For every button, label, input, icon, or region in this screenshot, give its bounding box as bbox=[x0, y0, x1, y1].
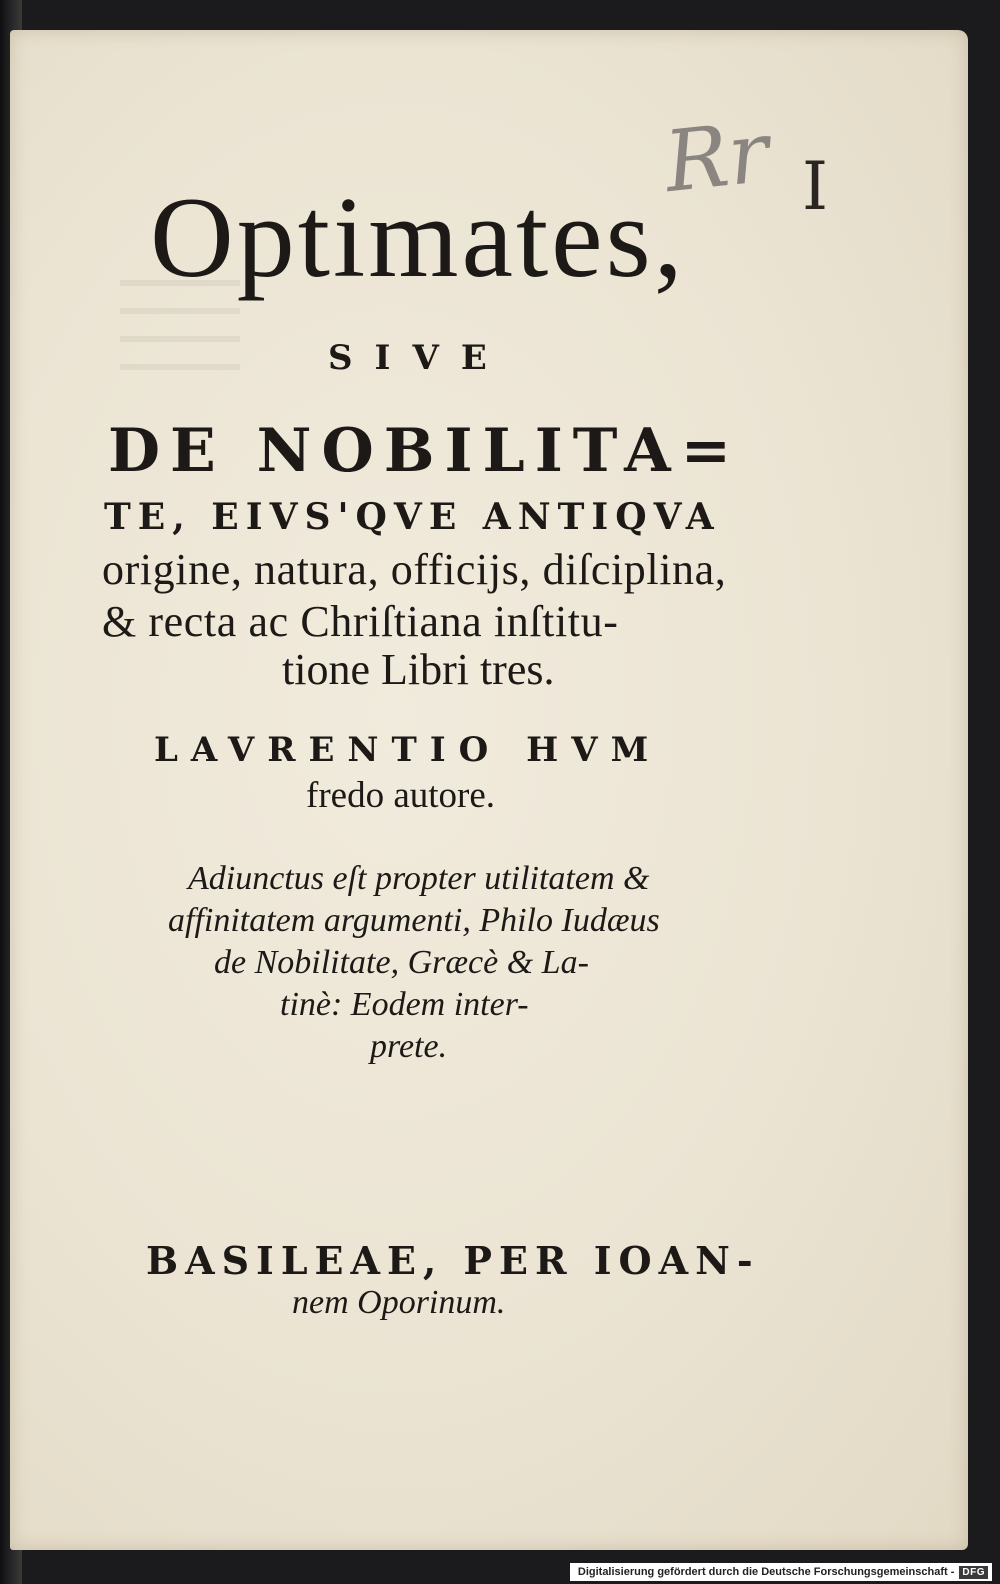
dfg-logo-icon: DFG bbox=[959, 1566, 988, 1579]
funding-footer bbox=[570, 1563, 992, 1581]
imprint-line-1: BASILEAE, PER IOAN- bbox=[146, 1238, 760, 1283]
addendum-line-2: affinitatem argumenti, Philo Iudæus bbox=[168, 902, 660, 939]
addendum-line-1: Adiunctus eſt propter utilitatem & bbox=[188, 860, 650, 897]
subtitle-line-3: origine, natura, officijs, diſciplina, bbox=[102, 545, 727, 594]
subtitle-line-2: TE, EIVS'QVE ANTIQVA bbox=[104, 496, 721, 538]
subtitle-sive: SIVE bbox=[328, 338, 509, 378]
addendum-line-4: tinè: Eodem inter- bbox=[280, 986, 529, 1023]
book-title: Optimates, bbox=[150, 174, 686, 302]
subtitle-line-5: tione Libri tres. bbox=[282, 645, 555, 694]
funding-note: Digitalisierung gefördert durch die Deutsche Forschungsgemeinschaft - bbox=[577, 1566, 955, 1578]
imprint-line-2: nem Oporinum. bbox=[292, 1284, 506, 1321]
addendum-line-5: prete. bbox=[370, 1028, 448, 1065]
pencil-shelfmark: Rr bbox=[660, 102, 774, 212]
pencil-number: I bbox=[802, 148, 829, 225]
addendum-line-3: de Nobilitate, Græcè & La- bbox=[214, 944, 589, 981]
author-line-2: fredo autore. bbox=[306, 775, 496, 816]
subtitle-line-1: DE NOBILITA= bbox=[108, 416, 741, 486]
title-page bbox=[10, 30, 968, 1550]
author-line-1: LAVRENTIO HVM bbox=[154, 730, 662, 770]
subtitle-line-4: & recta ac Chriſtiana inſtitu- bbox=[102, 597, 619, 646]
